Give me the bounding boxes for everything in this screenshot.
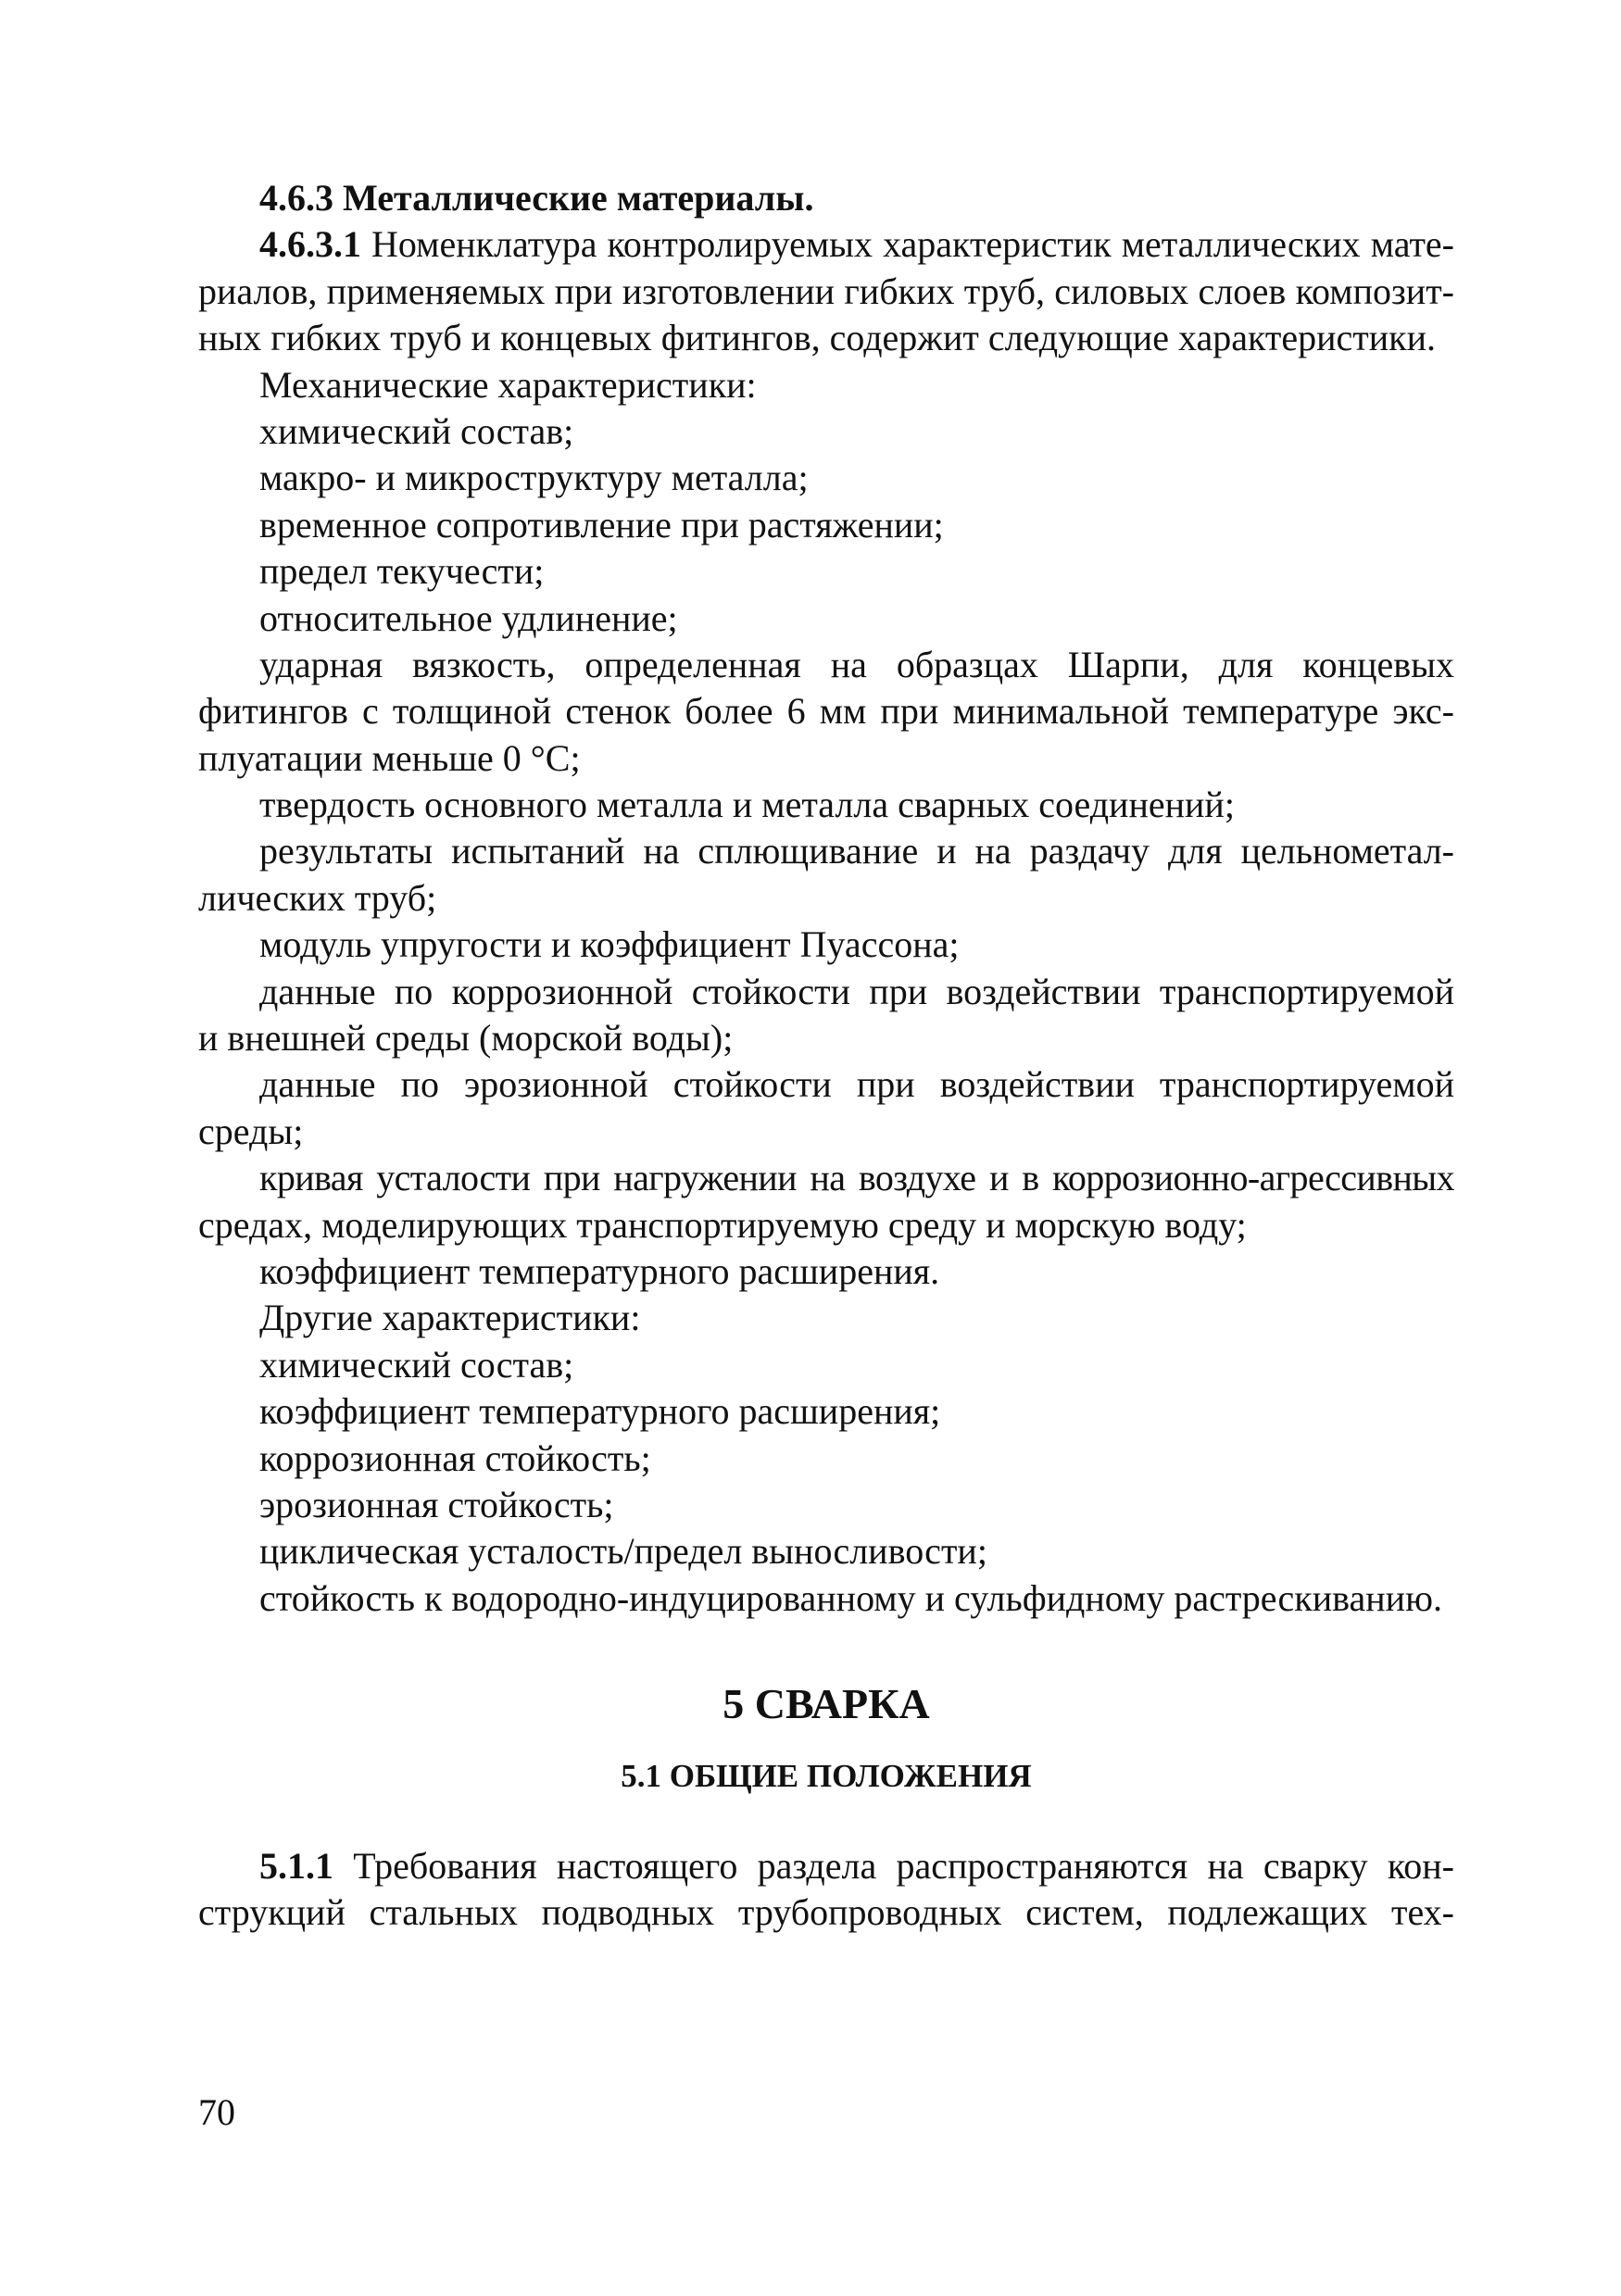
- list-item: данные по коррозионной стойкости при воздействии транспортируемой: [259, 970, 1454, 1012]
- list-item-continuation: и внешней среды (морской воды);: [198, 1017, 734, 1060]
- chapter-title: 5 СВАРКА: [723, 1680, 930, 1727]
- list-item: временное сопротивление при растяжении;: [259, 503, 944, 546]
- list-item-continuation: лических труб;: [198, 876, 437, 919]
- list-item: модуль упругости и коэффициент Пуассона;: [259, 923, 960, 966]
- list-item-continuation: среды;: [198, 1110, 304, 1152]
- section-4-6-3: [198, 175, 1454, 1622]
- clause-number: 5.1.1: [259, 1845, 333, 1887]
- page-number: 70: [198, 2091, 235, 2133]
- paragraph-text: Номенклатура контролируемых характеристик металлических мате-: [371, 223, 1454, 266]
- section-5-1-1: [198, 1843, 1454, 1937]
- paragraph-line: ных гибких труб и концевых фитингов, содержит следующие характеристики.: [198, 317, 1436, 359]
- list-item: результаты испытаний на сплющивание и на раздачу для цельнометал-: [259, 830, 1454, 872]
- paragraph-line: риалов, применяемых при изготовлении гибких труб, силовых слоев композит-: [198, 270, 1454, 312]
- list-item: относительное удлинение;: [259, 596, 678, 639]
- list-item: ударная вязкость, определенная на образцах Шарпи, для концевых: [259, 643, 1454, 685]
- list-item: коэффициент температурного расширения;: [259, 1390, 941, 1433]
- list-item: твердость основного металла и металла сварных соединений;: [259, 784, 1235, 826]
- list-title: Механические характеристики:: [259, 363, 757, 406]
- subsection-title: 5.1 ОБЩИЕ ПОЛОЖЕНИЯ: [621, 1758, 1032, 1794]
- list-item-continuation: плуатации меньше 0 °С;: [198, 736, 581, 779]
- list-item: кривая усталости при нагружении на воздухе и в коррозионно-агрессивных: [259, 1157, 1454, 1199]
- list-item: коэффициент температурного расширения.: [259, 1249, 940, 1292]
- list-item: коррозионная стойкость;: [259, 1437, 651, 1479]
- list-item: циклическая усталость/предел выносливости;: [259, 1530, 987, 1573]
- list-item: химический состав;: [259, 409, 574, 452]
- list-item: эрозионная стойкость;: [259, 1483, 614, 1525]
- list-item: стойкость к водородно-индуцированному и сульфидному растрескиванию.: [259, 1576, 1442, 1619]
- paragraph-line: [198, 221, 1454, 268]
- list-item: данные по эрозионной стойкости при воздействии транспортируемой: [259, 1063, 1454, 1106]
- list-item-continuation: фитингов с толщиной стенок более 6 мм при минимальной температуре экс-: [198, 690, 1454, 733]
- list-item: предел текучести;: [259, 550, 545, 593]
- list-item: химический состав;: [259, 1343, 574, 1386]
- paragraph-line: [198, 1843, 1454, 1889]
- paragraph-line: струкций стальных подводных трубопроводных систем, подлежащих тех-: [198, 1891, 1454, 1934]
- list-item-continuation: средах, моделирующих транспортируемую среду и морскую воду;: [198, 1203, 1247, 1246]
- clause-number: 4.6.3.1: [259, 223, 361, 266]
- paragraph-text: Требования настоящего раздела распространяются на сварку кон-: [353, 1845, 1454, 1887]
- list-title: Другие характеристики:: [259, 1297, 641, 1339]
- section-heading: 4.6.3 Металлические материалы.: [259, 177, 814, 219]
- list-item: макро- и микроструктуру металла;: [259, 457, 809, 499]
